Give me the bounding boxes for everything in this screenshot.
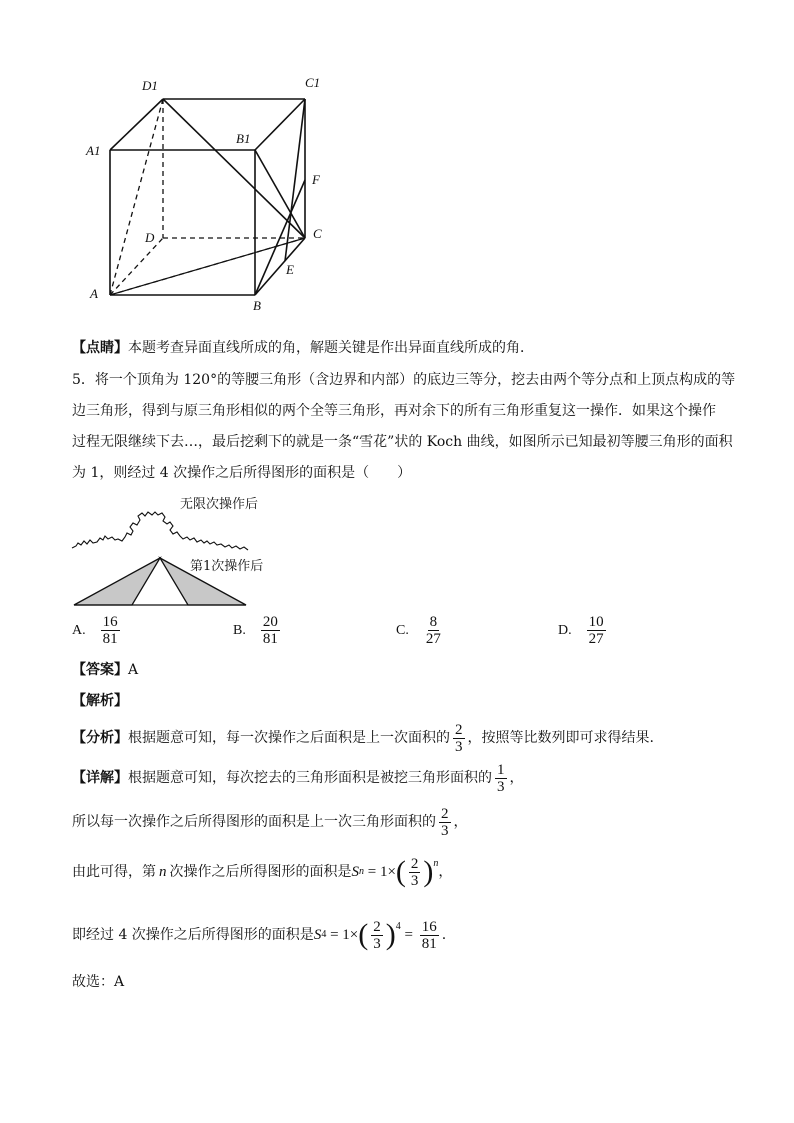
question-line-2: 边三角形，得到与原三角形相似的两个全等三角形，再对余下的所有三角形重复这一操作．如果这个操作	[72, 403, 716, 419]
option-d-den: 27	[588, 631, 604, 647]
question-line-4: 为 1，则经过 4 次操作之后所得图形的面积是（ ）	[72, 465, 412, 481]
koch-label-first: 第1次操作后	[190, 559, 264, 574]
option-b-value	[261, 614, 280, 647]
detail-line4-num: 2	[373, 918, 381, 935]
option-a-num: 16	[102, 614, 118, 630]
remark-text: 本题考查异面直线所成的角，解题关键是作出异面直线所成的角．	[128, 340, 534, 356]
detail-line4-rparen: )	[385, 918, 396, 951]
analysis-text-after: ，按照等比数列即可求得结果.	[467, 730, 654, 746]
detail-line3-exp: n	[433, 858, 439, 869]
vertex-label-b: B	[253, 298, 261, 313]
vertex-label-a: A	[90, 286, 98, 301]
detail-line2-den: 3	[441, 822, 449, 839]
detail-line4-exp: 4	[395, 921, 401, 932]
detail-line4-fraction	[371, 919, 383, 952]
detail-line3-after: ，	[438, 864, 453, 880]
option-c-num: 8	[429, 614, 438, 630]
koch-figure	[70, 495, 260, 610]
option-d-label: D.	[558, 622, 572, 638]
analysis-tag: 【分析】	[72, 730, 128, 746]
question-line-3: 过程无限继续下去…，最后挖剩下的就是一条“雪花”状的 Koch 曲线，如图所示已知最初等腰三角形的面积	[72, 434, 733, 450]
detail-line3-a: 由此可得，第	[72, 864, 156, 880]
segment-ac-hidden	[110, 238, 305, 295]
option-d-value	[587, 614, 606, 647]
segment-ec1	[285, 99, 305, 261]
detail-line4-eq: = 1×	[326, 927, 359, 943]
analysis-fraction	[453, 722, 465, 755]
option-b-num: 20	[262, 614, 278, 630]
detail-line4-lhs: S	[313, 927, 322, 943]
analysis-text-before: 根据题意可知，每一次操作之后面积是上一次面积的	[128, 730, 450, 746]
edge-c1b1	[255, 99, 305, 150]
detail-line4-lparen: (	[358, 918, 369, 951]
detail-line3-fraction	[409, 856, 421, 889]
detail-line4-before: 即经过 4 次操作之后所得图形的面积是	[72, 927, 314, 943]
detail-line-1	[72, 762, 524, 794]
detail-line1-num: 1	[497, 761, 505, 778]
option-a-label: A.	[72, 622, 86, 638]
remark-tag: 【点睛】	[72, 340, 128, 356]
detail-line3-num: 2	[410, 855, 419, 872]
edge-d1a1	[110, 99, 163, 150]
vertex-label-c: C	[313, 226, 322, 241]
option-c-label: C.	[396, 622, 409, 638]
detail-line2-num: 2	[441, 805, 449, 822]
detail-line2-before: 所以每一次操作之后所得图形的面积是上一次三角形面积的	[72, 814, 436, 830]
conclusion-line: 故选：A	[72, 974, 125, 990]
question-line-1: 5．将一个顶角为 120°的等腰三角形（含边界和内部）的底边三等分，挖去由两个等分点和上顶点构成的等	[72, 372, 736, 388]
detail-line1-after: ，	[509, 770, 524, 786]
detail-line3-rparen: )	[423, 855, 434, 888]
edge-bc	[255, 238, 305, 295]
detail-line4-after: .	[441, 927, 447, 943]
koch-curve	[72, 512, 248, 550]
vertex-label-d1: D1	[142, 78, 158, 93]
detail-line4-den: 3	[373, 935, 381, 952]
analysis-frac-den: 3	[455, 738, 463, 755]
answer-value: A	[128, 662, 139, 678]
analysis-line	[72, 722, 654, 754]
option-b[interactable]	[233, 614, 283, 647]
koch-label-infinite: 无限次操作后	[180, 497, 259, 512]
detail-line2-after: ，	[453, 814, 468, 830]
triangle-left	[74, 558, 160, 605]
detail-line3-n: n	[159, 864, 167, 880]
option-c-value	[424, 614, 443, 647]
cube-figure	[80, 70, 350, 320]
analysis-header: 【解析】	[72, 693, 128, 709]
vertex-label-f: F	[312, 172, 320, 187]
vertex-label-d: D	[145, 230, 155, 245]
detail-line4-sub: 4	[321, 929, 327, 940]
detail-line-4	[72, 915, 446, 955]
option-a[interactable]	[72, 614, 123, 647]
vertex-label-a1: A1	[86, 143, 101, 158]
detail-line3-lparen: (	[395, 855, 406, 888]
detail-line4-rnum: 16	[421, 918, 437, 935]
detail-line4-result	[420, 919, 439, 952]
detail-line4-rden: 81	[421, 935, 437, 952]
detail-line4-eq2: =	[400, 927, 417, 943]
option-c[interactable]	[396, 614, 446, 647]
detail-line3-eq: = 1×	[364, 864, 396, 880]
detail-tag: 【详解】	[72, 770, 128, 786]
vertex-label-e: E	[286, 262, 294, 277]
option-a-value	[101, 614, 120, 647]
answer-line	[72, 660, 138, 680]
detail-line3-den: 3	[410, 872, 419, 889]
detail-line3-lhs: S	[351, 864, 359, 880]
analysis-frac-num: 2	[455, 721, 463, 738]
option-a-den: 81	[102, 631, 118, 647]
detail-line-2	[72, 806, 468, 838]
option-b-den: 81	[262, 631, 278, 647]
detail-line1-before: 根据题意可知，每次挖去的三角形面积是被挖三角形面积的	[128, 770, 492, 786]
detail-line-3	[72, 852, 452, 892]
option-b-label: B.	[233, 622, 246, 638]
option-d-num: 10	[588, 614, 604, 630]
option-d[interactable]	[558, 614, 609, 647]
detail-line2-fraction	[439, 806, 451, 839]
detail-line1-fraction	[495, 762, 507, 795]
detail-line1-den: 3	[497, 778, 505, 795]
detail-line3-sub: n	[359, 866, 364, 877]
vertex-label-b1: B1	[236, 131, 251, 146]
answer-tag: 【答案】	[72, 662, 128, 678]
detail-line3-b: 次操作之后所得图形的面积是	[169, 864, 352, 880]
remark-line	[72, 338, 534, 358]
vertex-label-c1: C1	[305, 75, 321, 90]
option-c-den: 27	[425, 631, 441, 647]
